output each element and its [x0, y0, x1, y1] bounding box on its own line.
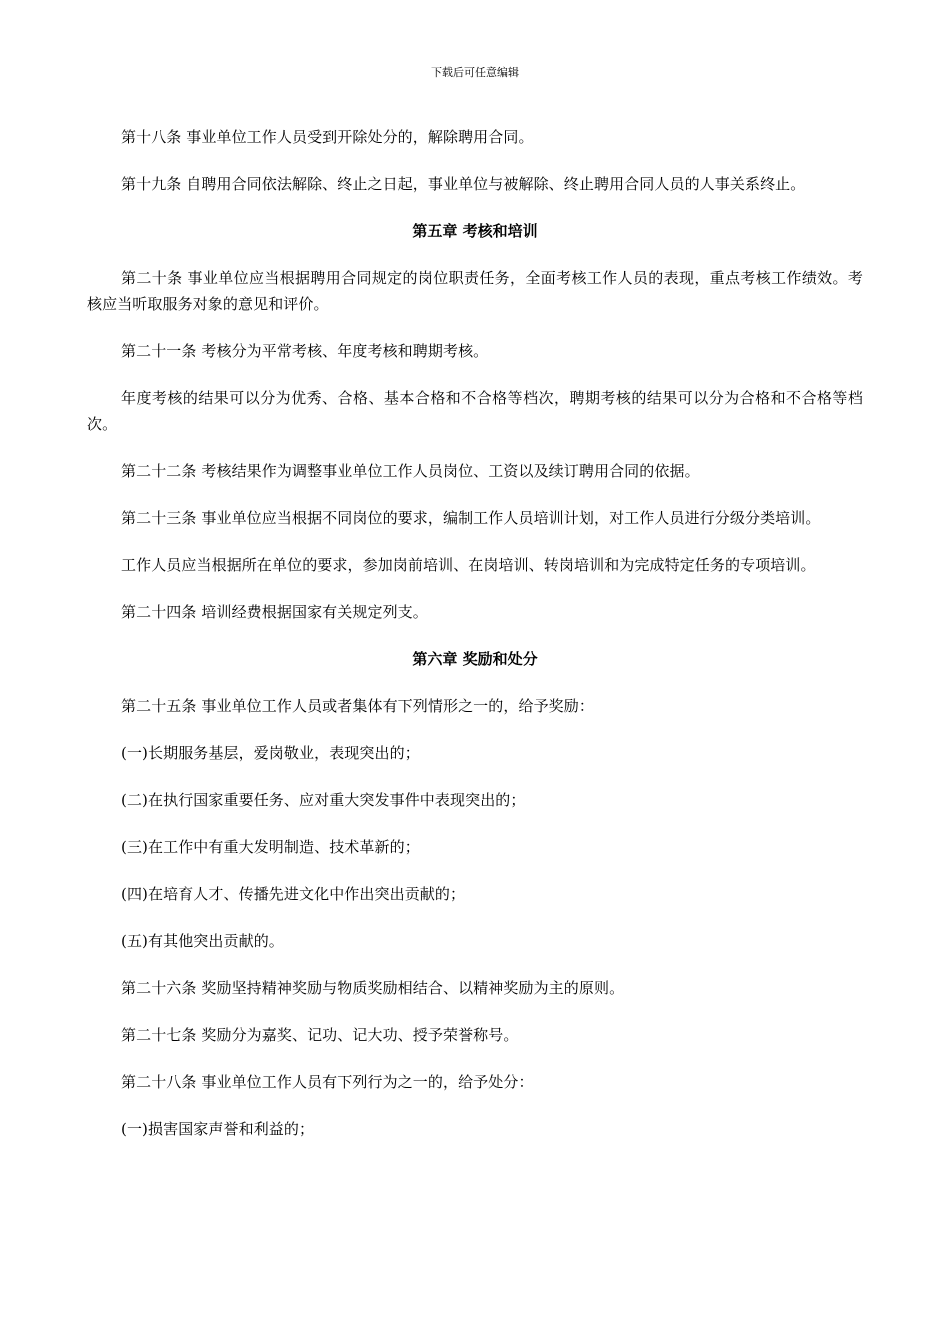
article-25-item-3: (三)在工作中有重大发明制造、技术革新的；: [121, 838, 420, 856]
article-25: 第二十五条 事业单位工作人员或者集体有下列情形之一的，给予奖励：: [121, 697, 594, 715]
article-19: 第十九条 自聘用合同依法解除、终止之日起，事业单位与被解除、终止聘用合同人员的人事关系终止。: [121, 175, 806, 193]
article-18: 第十八条 事业单位工作人员受到开除处分的，解除聘用合同。: [121, 128, 534, 146]
article-25-item-1: (一)长期服务基层，爱岗敬业，表现突出的；: [121, 744, 420, 762]
chapter-5-heading: 第五章 考核和培训: [412, 222, 538, 240]
article-28-item-1: (一)损害国家声誉和利益的；: [121, 1120, 315, 1138]
article-25-item-5: (五)有其他突出贡献的。: [121, 932, 284, 950]
article-20: 第二十条 事业单位应当根据聘用合同规定的岗位职责任务，全面考核工作人员的表现，重点考核工作绩效。考核应当听取服务对象的意见和评价。: [87, 269, 863, 313]
article-24: 第二十四条 培训经费根据国家有关规定列支。: [121, 603, 428, 621]
article-23-para-2: 工作人员应当根据所在单位的要求，参加岗前培训、在岗培训、转岗培训和为完成特定任务的专项培训。: [121, 556, 816, 574]
article-25-item-4: (四)在培育人才、传播先进文化中作出突出贡献的；: [121, 885, 466, 903]
article-26: 第二十六条 奖励坚持精神奖励与物质奖励相结合、以精神奖励为主的原则。: [121, 979, 625, 997]
article-27: 第二十七条 奖励分为嘉奖、记功、记大功、授予荣誉称号。: [121, 1026, 519, 1044]
article-21: 第二十一条 考核分为平常考核、年度考核和聘期考核。: [121, 342, 489, 360]
article-25-item-2: (二)在执行国家重要任务、应对重大突发事件中表现突出的；: [121, 791, 526, 809]
document-body: [87, 124, 863, 1163]
article-21-para-2: 年度考核的结果可以分为优秀、合格、基本合格和不合格等档次，聘期考核的结果可以分为合格和不合格等档次。: [87, 389, 863, 433]
page-header: 下载后可任意编辑: [431, 66, 519, 79]
article-28: 第二十八条 事业单位工作人员有下列行为之一的，给予处分：: [121, 1073, 534, 1091]
article-22: 第二十二条 考核结果作为调整事业单位工作人员岗位、工资以及续订聘用合同的依据。: [121, 462, 700, 480]
article-23: 第二十三条 事业单位应当根据不同岗位的要求，编制工作人员培训计划，对工作人员进行分级分类培训。: [121, 509, 821, 527]
chapter-6-heading: 第六章 奖励和处分: [412, 650, 538, 668]
